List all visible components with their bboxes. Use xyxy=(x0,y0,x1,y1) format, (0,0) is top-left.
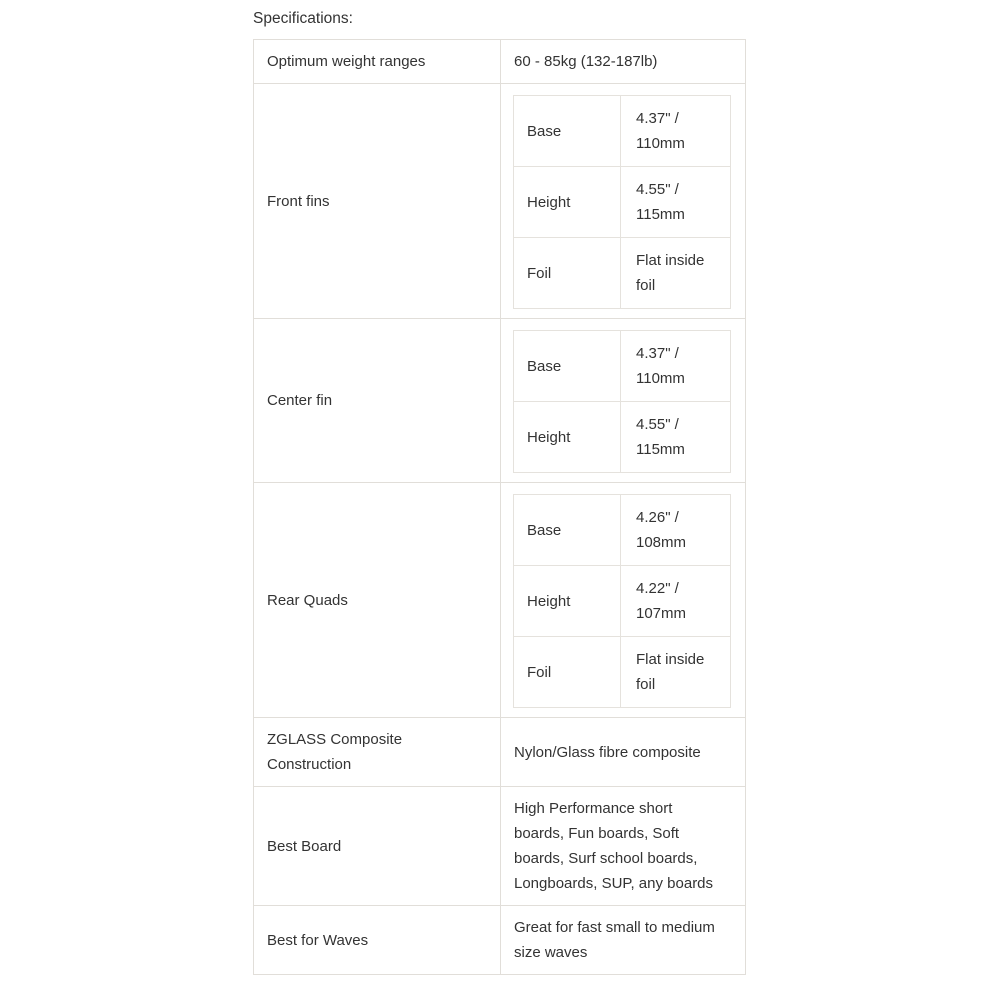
sub-spec-value: 4.26" / 108mm xyxy=(621,495,731,566)
sub-spec-value: 4.55" / 115mm xyxy=(621,167,731,238)
spec-value: Nylon/Glass fibre composite xyxy=(501,718,746,787)
subtable-row xyxy=(514,238,731,309)
table-row-center-fin xyxy=(254,319,746,483)
subtable-row xyxy=(514,495,731,566)
spec-value: Great for fast small to medium size waves xyxy=(501,906,746,975)
spec-subtable-cell xyxy=(501,319,746,483)
spec-label: Best Board xyxy=(254,787,501,906)
spec-value: 60 - 85kg (132-187lb) xyxy=(501,40,746,84)
spec-value: High Performance short boards, Fun boards, Soft boards, Surf school boards, Longboards, SUP, any boards xyxy=(501,787,746,906)
spec-label: Front fins xyxy=(254,84,501,319)
sub-spec-name: Height xyxy=(514,402,621,473)
sub-spec-name: Base xyxy=(514,331,621,402)
front-fins-subtable xyxy=(513,95,731,309)
rear-quads-subtable xyxy=(513,494,731,708)
sub-spec-value: 4.55" / 115mm xyxy=(621,402,731,473)
subtable-row xyxy=(514,96,731,167)
sub-spec-value: Flat inside foil xyxy=(621,238,731,309)
specifications-table xyxy=(253,39,746,975)
sub-spec-value: 4.37" / 110mm xyxy=(621,96,731,167)
subtable-row xyxy=(514,402,731,473)
table-row-best-for-waves xyxy=(254,906,746,975)
spec-label: ZGLASS Composite Construction xyxy=(254,718,501,787)
subtable-row xyxy=(514,331,731,402)
specifications-heading: Specifications: xyxy=(253,10,353,27)
table-row-construction xyxy=(254,718,746,787)
subtable-row xyxy=(514,566,731,637)
sub-spec-name: Base xyxy=(514,96,621,167)
sub-spec-value: 4.22" / 107mm xyxy=(621,566,731,637)
sub-spec-value: 4.37" / 110mm xyxy=(621,331,731,402)
center-fin-subtable xyxy=(513,330,731,473)
sub-spec-name: Height xyxy=(514,566,621,637)
specifications-section xyxy=(253,9,745,975)
table-row-front-fins xyxy=(254,84,746,319)
table-row-best-board xyxy=(254,787,746,906)
spec-label: Optimum weight ranges xyxy=(254,40,501,84)
sub-spec-name: Base xyxy=(514,495,621,566)
subtable-row xyxy=(514,167,731,238)
sub-spec-name: Height xyxy=(514,167,621,238)
spec-label: Rear Quads xyxy=(254,483,501,718)
sub-spec-name: Foil xyxy=(514,637,621,708)
subtable-row xyxy=(514,637,731,708)
spec-label: Best for Waves xyxy=(254,906,501,975)
sub-spec-name: Foil xyxy=(514,238,621,309)
table-row-optimum-weight xyxy=(254,40,746,84)
spec-subtable-cell xyxy=(501,84,746,319)
table-row-rear-quads xyxy=(254,483,746,718)
spec-label: Center fin xyxy=(254,319,501,483)
spec-subtable-cell xyxy=(501,483,746,718)
sub-spec-value: Flat inside foil xyxy=(621,637,731,708)
